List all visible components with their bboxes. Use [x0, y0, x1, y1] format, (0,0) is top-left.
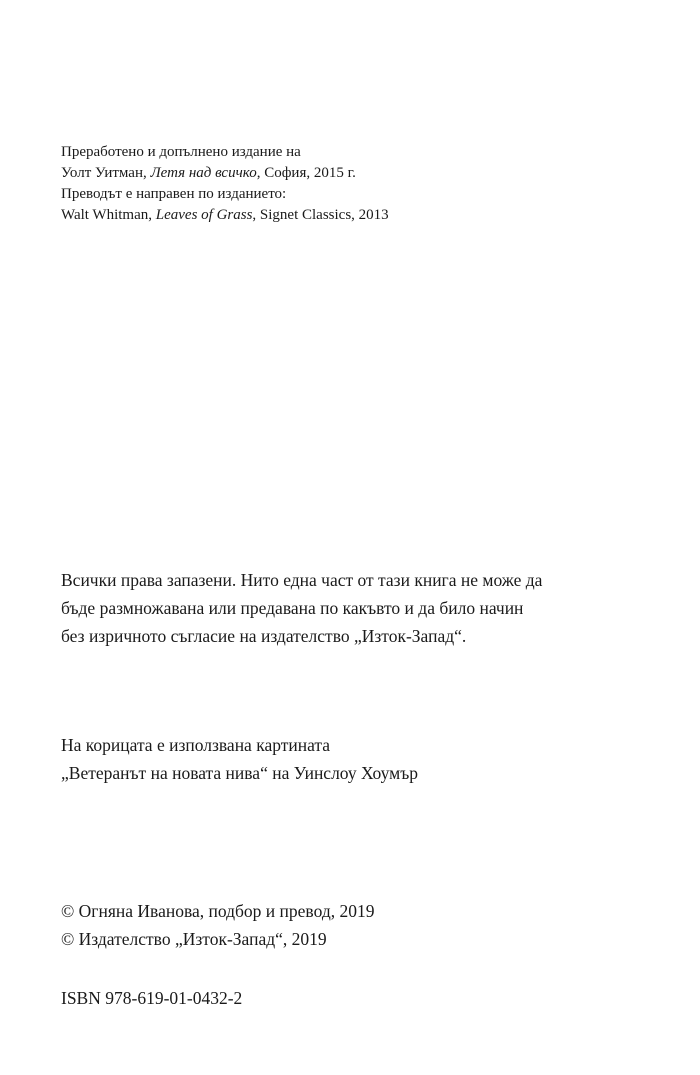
edition-note-source-line [61, 163, 670, 184]
edition-note-line: Преработено и допълнено издание на [61, 144, 301, 160]
rights-notice [61, 566, 667, 650]
original-title: Leaves of Grass [155, 207, 253, 223]
edition-note [61, 142, 670, 226]
isbn-line: ISBN 978-619-01-0432-2 [61, 988, 243, 1008]
original-details: , Signet Classics, 2013 [252, 207, 389, 223]
cover-credit [61, 731, 670, 787]
rights-line: без изричното съгласие на издателство „Изток-Запад“. [61, 626, 467, 646]
rights-line: бъде размножавана или предавана по какъвто и да било начин [61, 598, 524, 618]
cover-line: „Ветеранът на новата нива“ на Уинслоу Хоумър [61, 763, 419, 783]
edition-note-line: Преводът е направен по изданието: [61, 186, 287, 202]
rights-line: Всички права запазени. Нито една част от тази книга не може да [61, 570, 543, 590]
isbn [61, 984, 670, 1012]
edition-note-original-line [61, 205, 670, 226]
source-title: Летя над всичко [150, 165, 257, 181]
copyright-notice [61, 897, 670, 953]
source-author: Уолт Уитман, [61, 165, 151, 181]
copyright-line: © Огняна Иванова, подбор и превод, 2019 [61, 901, 375, 921]
cover-line: На корицата е използвана картината [61, 735, 331, 755]
source-details: , София, 2015 г. [256, 165, 356, 181]
copyright-line: © Издателство „Изток-Запад“, 2019 [61, 929, 327, 949]
original-author: Walt Whitman, [61, 207, 156, 223]
